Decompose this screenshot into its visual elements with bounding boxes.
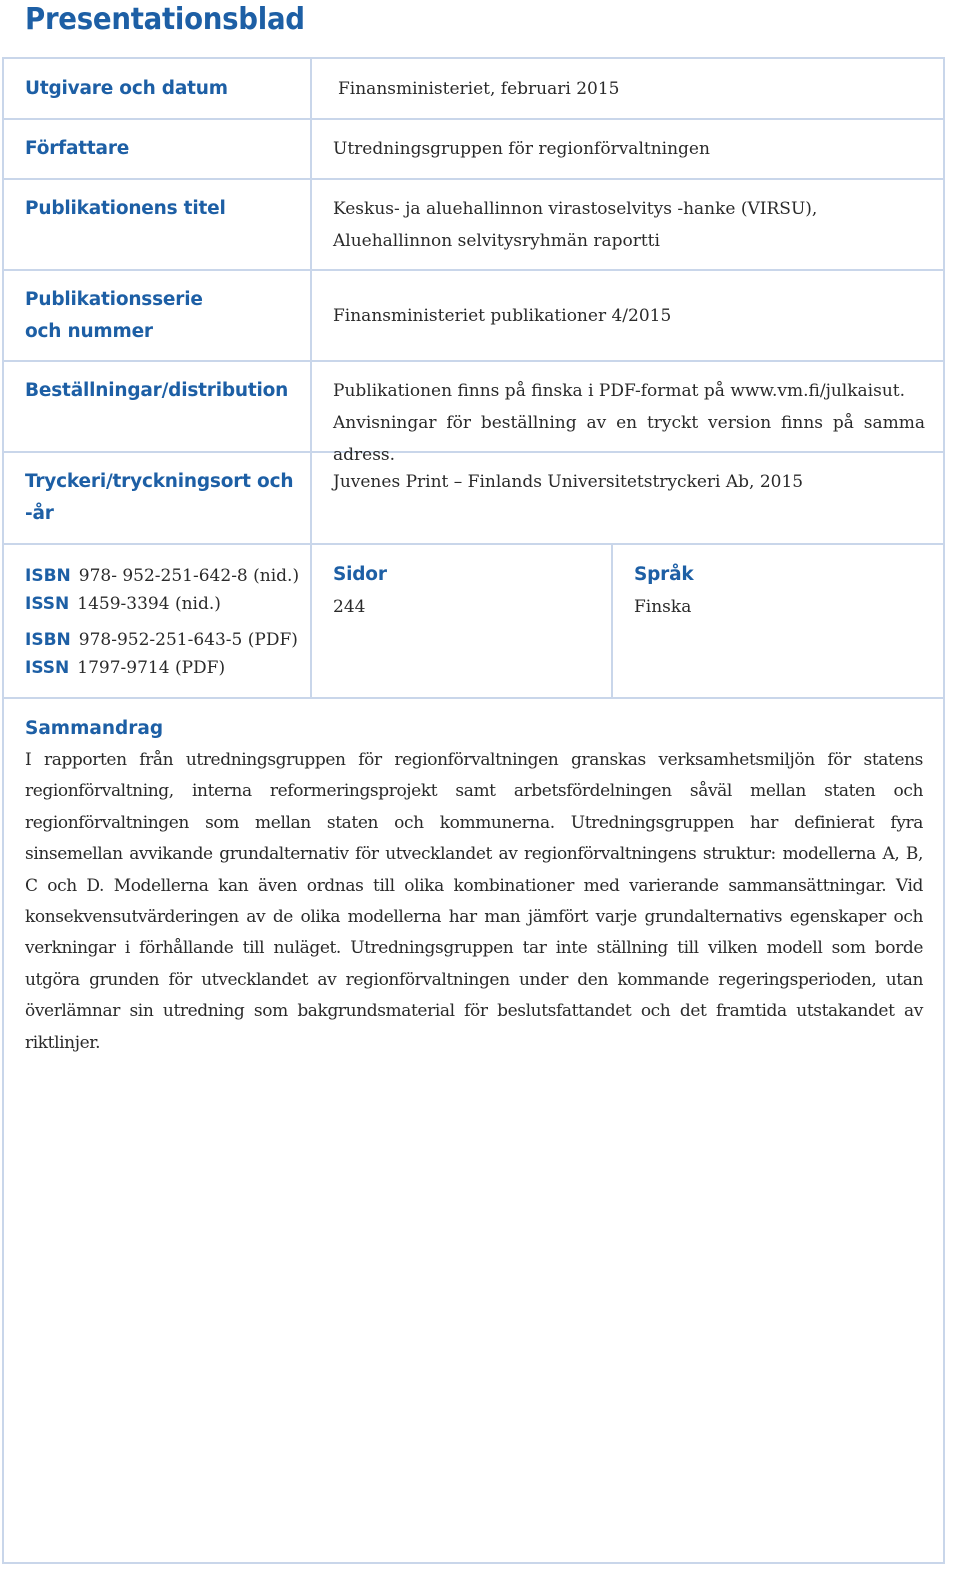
row-value: Finansministeriet publikationer 4/2015 (333, 306, 672, 326)
row-series (2, 271, 945, 362)
identifier-line (25, 590, 299, 618)
row-distribution (2, 362, 945, 465)
row-label: Beställningar/distribution (25, 380, 289, 401)
row-label: Publikationens titel (25, 198, 226, 219)
language-value: Finska (634, 597, 692, 617)
summary-text: I rapporten från utredningsgruppen för regionförvaltningen granskas verksamhetsmiljön för statens regionförvaltning, interna reformeringsprojekt samt arbetsfördelningen såväl mellan staten och regionförvaltningen som mellan staten och kommunerna. Utredningsgruppen har definierat fyra sinsemellan avvikande grundalternativ för utvecklandet av regionförvaltningens struktur: modellerna A, B, C och D. Modellerna kan även ordnas till olika kombinationer med varierande sammansättningar. Vid konsekvensutvärderingen av de olika modellerna har man jämfört varje grundalternativs egenskaper och verkningar i förhållande till nuläget. Utredningsgruppen tar inte ställning till vilken modell som borde utgöra grunden för utvecklandet av regionförvaltningen under den kommande regeringsperioden, utan överlämnar sin utredning som bakgrundsmaterial för beslutsfattandet och det framtida utstakandet av riktlinjer. (25, 750, 923, 1053)
language-label: Språk (634, 564, 694, 585)
pages-value: 244 (333, 597, 366, 617)
identifier-line (25, 626, 299, 654)
row-value: Publikationen finns på finska i PDF-format på www.vm.fi/julkaisut. Anvisningar för beställning av en tryckt version finns på samma adress. (333, 381, 925, 465)
row-value: Utredningsgruppen för regionförvaltningen (333, 139, 710, 159)
identifier-line (25, 654, 299, 682)
identifier-value: 1797-9714 (PDF) (77, 658, 226, 678)
row-identifiers (2, 545, 945, 699)
identifier-line (25, 562, 299, 590)
isbn-issn-list (25, 562, 299, 682)
row-label: Publikationsserie och nummer (25, 289, 203, 342)
identifier-key: ISBN (25, 566, 71, 586)
identifier-key: ISSN (25, 658, 70, 678)
row-printer (2, 453, 945, 545)
identifier-key: ISBN (25, 630, 71, 650)
row-publication-title (2, 180, 945, 271)
identifier-value: 978-952-251-643-5 (PDF) (78, 630, 298, 650)
summary-heading: Sammandrag (25, 718, 164, 739)
row-publisher (2, 59, 945, 120)
row-label: Utgivare och datum (25, 78, 228, 99)
row-value: Keskus- ja aluehallinnon virastoselvitys -hanke (VIRSU), Aluehallinnon selvitysryhmän raportti (333, 199, 818, 251)
row-label: Tryckeri/tryckningsort och -år (25, 471, 294, 524)
identifier-value: 978- 952-251-642-8 (nid.) (78, 566, 300, 586)
row-author (2, 120, 945, 180)
row-value: Juvenes Print – Finlands Universitetstryckeri Ab, 2015 (333, 472, 804, 492)
row-value: Finansministeriet, februari 2015 (338, 79, 620, 99)
page-title: Presentationsblad (25, 2, 305, 37)
row-label: Författare (25, 138, 130, 159)
pages-label: Sidor (333, 564, 387, 585)
identifier-key: ISSN (25, 594, 70, 614)
identifier-value: 1459-3394 (nid.) (77, 594, 221, 614)
